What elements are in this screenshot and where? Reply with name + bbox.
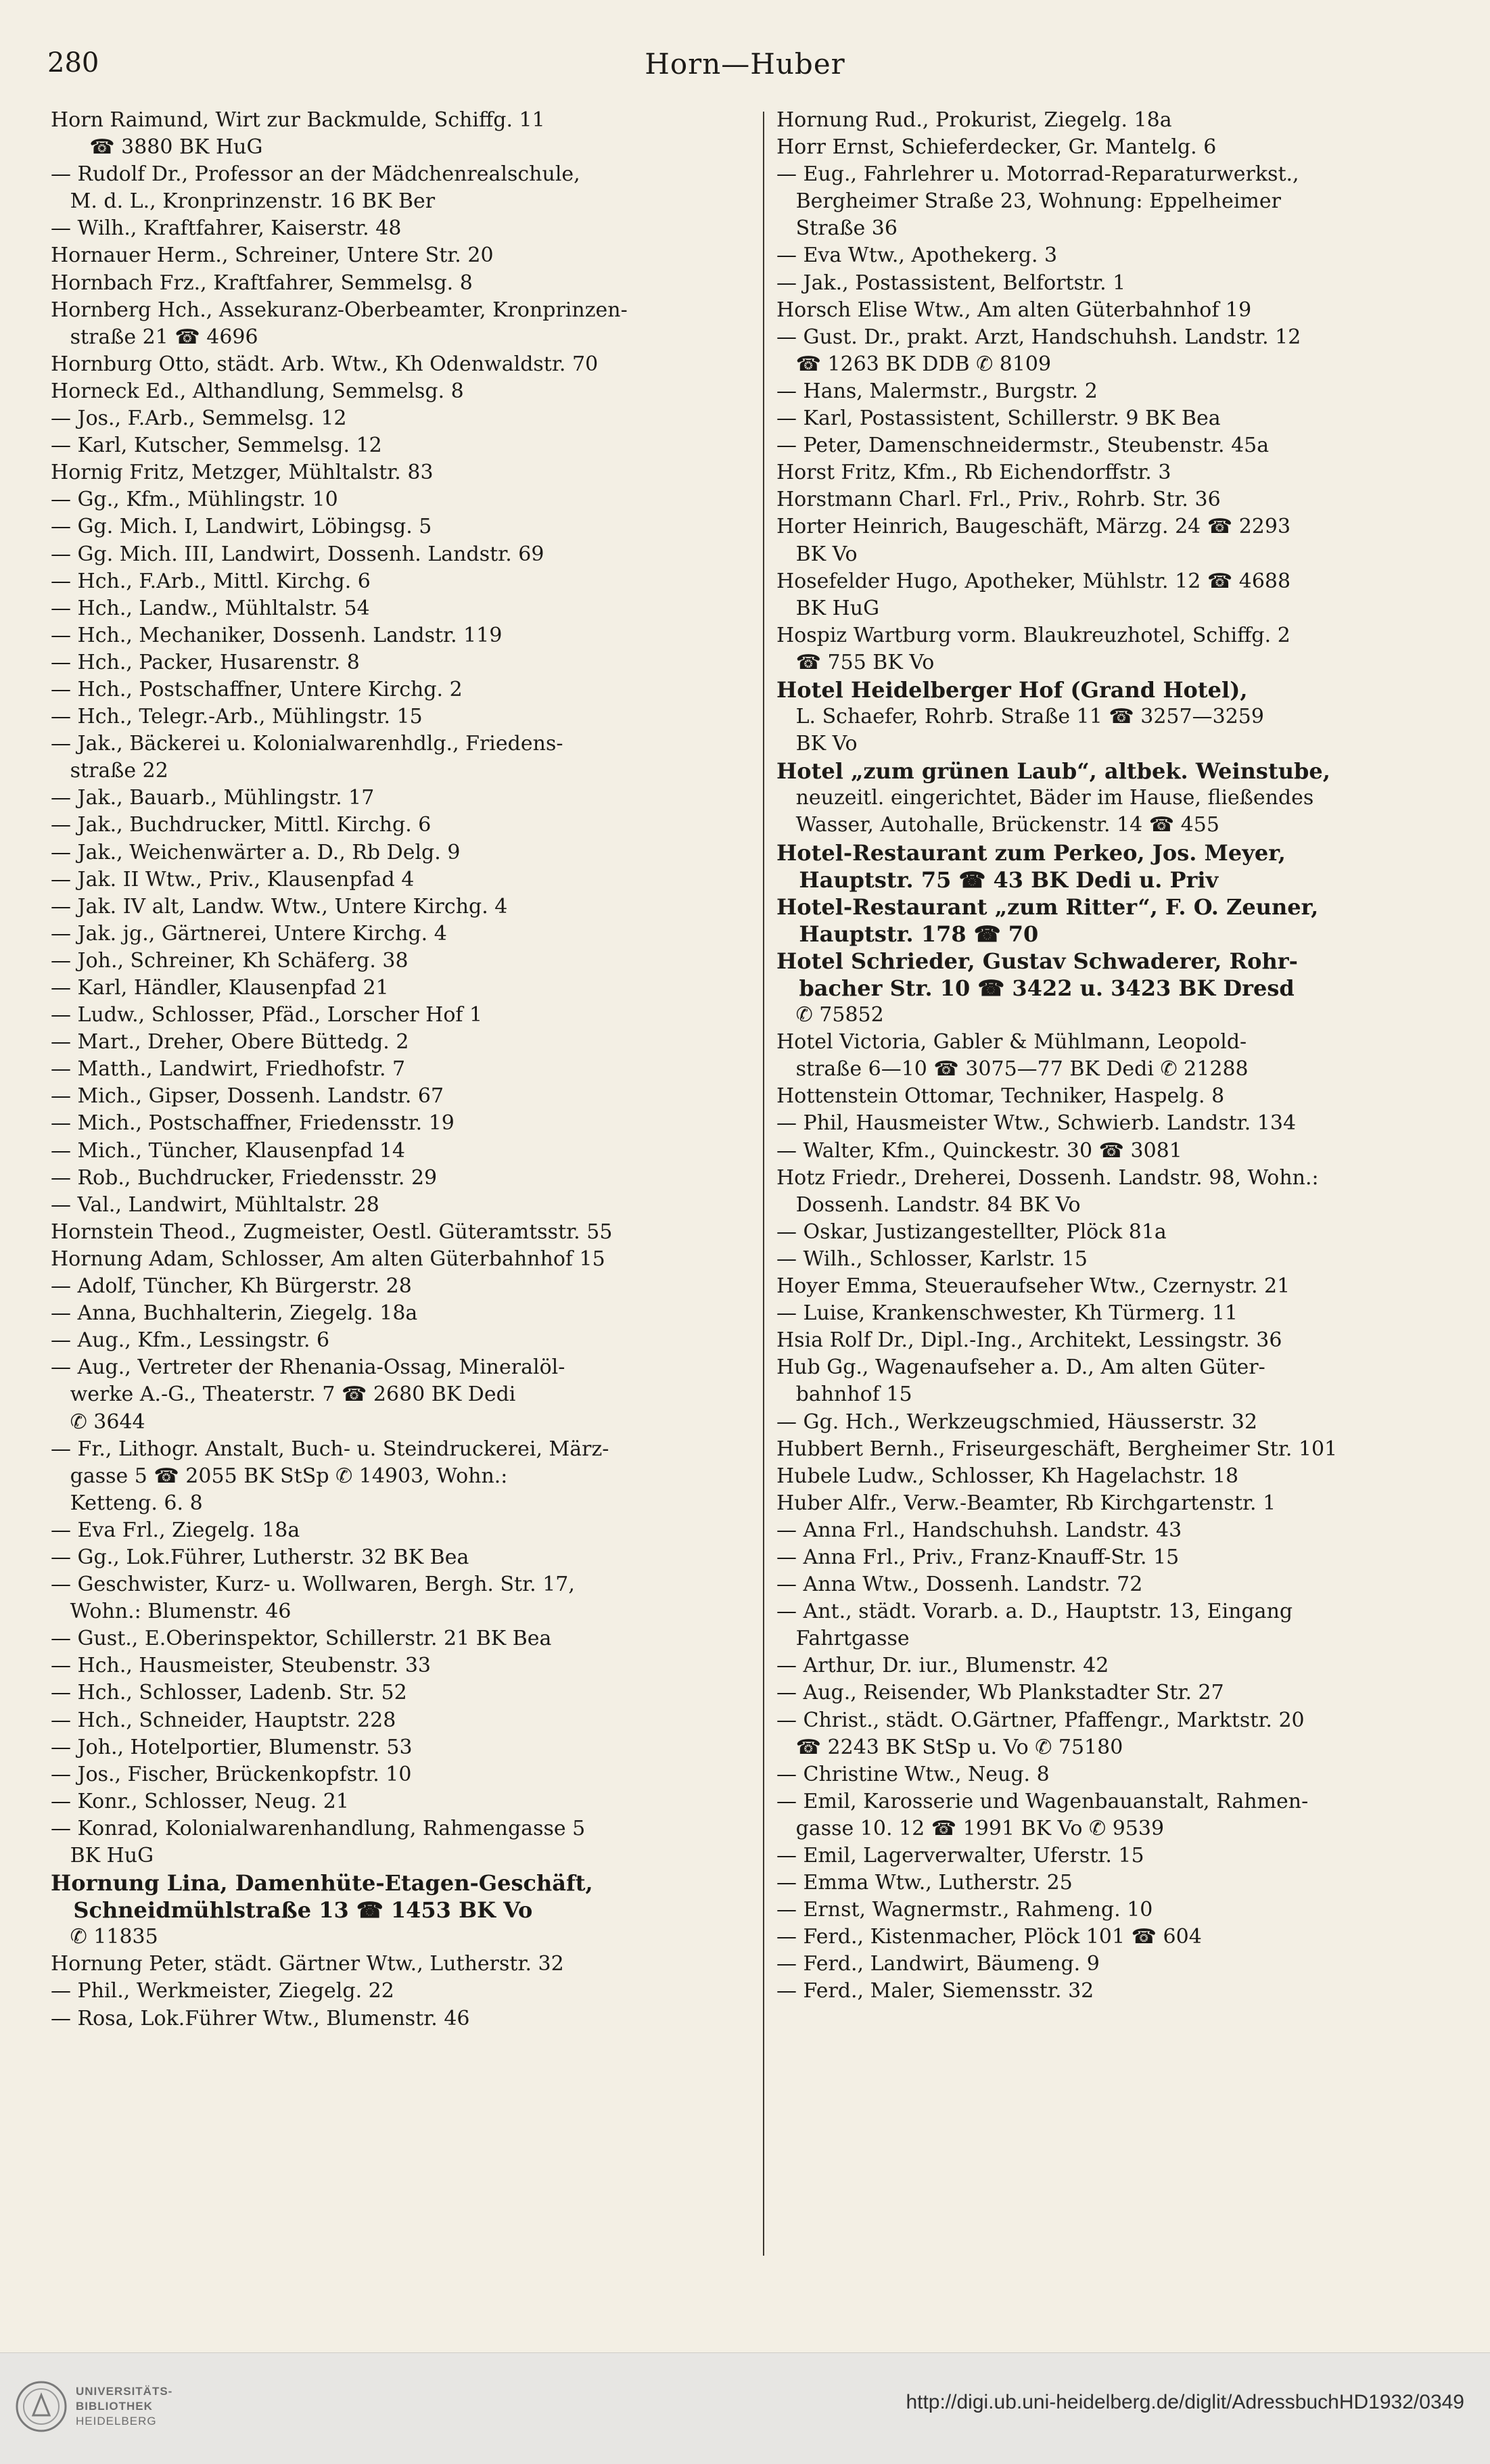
directory-entry: — Joh., Hotelportier, Blumenstr. 53 — [51, 1735, 413, 1759]
directory-entry: — Jak., Bauarb., Mühlingstr. 17 — [51, 786, 375, 810]
directory-entry: Hotel-Restaurant „zum Ritter“, F. O. Zeuner, — [776, 893, 1319, 920]
directory-entry: ☎ 3880 BK HuG — [51, 135, 263, 160]
directory-entry: Hotel-Restaurant zum Perkeo, Jos. Meyer, — [776, 839, 1286, 866]
directory-entry: — Hch., F.Arb., Mittl. Kirchg. 6 — [51, 569, 371, 593]
directory-entry: gasse 10. 12 ☎ 1991 BK Vo ✆ 9539 — [776, 1816, 1165, 1840]
directory-entry: — Hch., Schneider, Hauptstr. 228 — [51, 1708, 396, 1732]
directory-entry: — Gg. Hch., Werkzeugschmied, Häusserstr. 32 — [776, 1410, 1258, 1434]
directory-entry: Hotz Friedr., Dreherei, Dossenh. Landstr. 98, Wohn.: — [776, 1165, 1319, 1190]
directory-entry: — Aug., Vertreter der Rhenania-Ossag, Mineralöl- — [51, 1355, 565, 1380]
directory-entry: — Rosa, Lok.Führer Wtw., Blumenstr. 46 — [51, 2006, 470, 2030]
directory-entry: — Aug., Reisender, Wb Plankstadter Str. 27 — [776, 1681, 1224, 1705]
directory-entry: — Jak., Bäckerei u. Kolonialwarenhdlg., Friedens- — [51, 732, 563, 756]
directory-entry: — Eva Wtw., Apothekerg. 3 — [776, 243, 1058, 268]
directory-entry: Huber Alfr., Verw.-Beamter, Rb Kirchgartenstr. 1 — [776, 1491, 1276, 1515]
directory-entry: Hospiz Wartburg vorm. Blaukreuzhotel, Schiffg. 2 — [776, 623, 1290, 647]
directory-entry: Hub Gg., Wagenaufseher a. D., Am alten Güter- — [776, 1355, 1265, 1380]
directory-entry: — Mart., Dreher, Obere Büttedg. 2 — [51, 1030, 409, 1054]
directory-entry: — Jak. IV alt, Landw. Wtw., Untere Kirchg. 4 — [51, 894, 508, 919]
directory-entry: Horr Ernst, Schieferdecker, Gr. Mantelg. 6 — [776, 135, 1217, 160]
directory-entry: Hornberg Hch., Assekuranz-Oberbeamter, Kronprinzen- — [51, 298, 628, 322]
directory-entry: Hotel Victoria, Gabler & Mühlmann, Leopold- — [776, 1030, 1247, 1054]
page-number: 280 — [47, 47, 99, 78]
directory-entry: — Anna, Buchhalterin, Ziegelg. 18a — [51, 1301, 418, 1326]
directory-entry: — Mich., Tüncher, Klausenpfad 14 — [51, 1138, 406, 1163]
directory-entry: — Karl, Postassistent, Schillerstr. 9 BK Bea — [776, 406, 1221, 431]
directory-entry: — Christ., städt. O.Gärtner, Pfaffengr., Marktstr. 20 — [776, 1708, 1305, 1732]
directory-entry: — Gg., Lok.Führer, Lutherstr. 32 BK Bea — [51, 1545, 469, 1569]
directory-entry: — Hch., Postschaffner, Untere Kirchg. 2 — [51, 677, 463, 701]
directory-entry: — Jak., Weichenwärter a. D., Rb Delg. 9 — [51, 840, 461, 864]
directory-entry: — Peter, Damenschneidermstr., Steubenstr. 45a — [776, 434, 1270, 458]
directory-entry: bahnhof 15 — [776, 1382, 912, 1407]
directory-entry: Wohn.: Blumenstr. 46 — [51, 1600, 292, 1624]
directory-entry: — Emma Wtw., Lutherstr. 25 — [776, 1871, 1073, 1895]
directory-entry: — Hch., Schlosser, Ladenb. Str. 52 — [51, 1681, 407, 1705]
directory-entry: — Gust. Dr., prakt. Arzt, Handschuhsh. Landstr. 12 — [776, 325, 1301, 349]
directory-entry: ☎ 1263 BK DDB ✆ 8109 — [776, 352, 1052, 376]
directory-entry: — Hch., Mechaniker, Dossenh. Landstr. 119 — [51, 623, 503, 647]
directory-entry: — Anna Frl., Handschuhsh. Landstr. 43 — [776, 1518, 1182, 1542]
directory-entry: — Karl, Kutscher, Semmelsg. 12 — [51, 434, 382, 458]
directory-entry: — Jos., Fischer, Brückenkopfstr. 10 — [51, 1762, 412, 1786]
directory-entry: — Gg., Kfm., Mühlingstr. 10 — [51, 488, 338, 512]
directory-entry: — Konr., Schlosser, Neug. 21 — [51, 1789, 349, 1813]
directory-entry: — Hans, Malermstr., Burgstr. 2 — [776, 379, 1098, 403]
directory-entry: — Gg. Mich. I, Landwirt, Löbingsg. 5 — [51, 515, 432, 539]
directory-entry: Horn Raimund, Wirt zur Backmulde, Schiffg. 11 — [51, 108, 545, 132]
directory-entry: — Hch., Hausmeister, Steubenstr. 33 — [51, 1654, 432, 1678]
directory-entry: — Ant., städt. Vorarb. a. D., Hauptstr. 13, Eingang — [776, 1600, 1293, 1624]
directory-entry: — Ludw., Schlosser, Pfäd., Lorscher Hof 1 — [51, 1003, 483, 1027]
directory-entry: Dossenh. Landstr. 84 BK Vo — [776, 1192, 1081, 1217]
directory-entry: — Hch., Packer, Husarenstr. 8 — [51, 650, 360, 674]
directory-entry: — Gust., E.Oberinspektor, Schillerstr. 21 BK Bea — [51, 1627, 552, 1651]
directory-entry: — Walter, Kfm., Quinckestr. 30 ☎ 3081 — [776, 1138, 1182, 1163]
directory-entry: Hottenstein Ottomar, Techniker, Haspelg. 8 — [776, 1084, 1225, 1109]
directory-entry: Bergheimer Straße 23, Wohnung: Eppelheimer — [776, 189, 1281, 214]
directory-entry: ✆ 75852 — [776, 1003, 884, 1027]
left-column — [51, 107, 751, 2032]
directory-entry: L. Schaefer, Rohrb. Straße 11 ☎ 3257—3259 — [776, 705, 1264, 729]
directory-entry: — Rob., Buchdrucker, Friedensstr. 29 — [51, 1165, 438, 1190]
logo-line-1: UNIVERSITÄTS- — [76, 2385, 173, 2398]
directory-entry: Hornauer Herm., Schreiner, Untere Str. 20 — [51, 243, 494, 268]
directory-entry: straße 22 — [51, 759, 168, 783]
directory-entry: — Christine Wtw., Neug. 8 — [776, 1762, 1050, 1786]
directory-entry: Hoyer Emma, Steueraufseher Wtw., Czernystr. 21 — [776, 1274, 1290, 1299]
directory-entry: Hauptstr. 75 ☎ 43 BK Dedi u. Priv — [776, 866, 1219, 893]
directory-entry: — Hch., Landw., Mühltalstr. 54 — [51, 596, 370, 620]
directory-entry: Hornstein Theod., Zugmeister, Oestl. Güteramtsstr. 55 — [51, 1219, 613, 1244]
directory-entry: Schneidmühlstraße 13 ☎ 1453 BK Vo — [51, 1897, 533, 1924]
directory-entry: straße 6—10 ☎ 3075—77 BK Dedi ✆ 21288 — [776, 1057, 1249, 1082]
directory-entry: — Jak., Postassistent, Belfortstr. 1 — [776, 271, 1126, 295]
directory-entry: Hornung Adam, Schlosser, Am alten Güterbahnhof 15 — [51, 1247, 605, 1271]
directory-entry: — Phil., Werkmeister, Ziegelg. 22 — [51, 1979, 394, 2003]
directory-entry: Hornig Fritz, Metzger, Mühltalstr. 83 — [51, 461, 434, 485]
directory-entry: — Matth., Landwirt, Friedhofstr. 7 — [51, 1057, 406, 1082]
page-title: Horn—Huber — [645, 47, 845, 80]
directory-entry: — Ferd., Landwirt, Bäumeng. 9 — [776, 1952, 1100, 1976]
directory-entry: Hauptstr. 178 ☎ 70 — [776, 921, 1039, 947]
directory-entry: — Konrad, Kolonialwarenhandlung, Rahmengasse 5 — [51, 1816, 586, 1840]
directory-entry: M. d. L., Kronprinzenstr. 16 BK Ber — [51, 189, 436, 214]
directory-entry: — Eug., Fahrlehrer u. Motorrad-Reparaturwerkst., — [776, 162, 1299, 187]
directory-entry: Hubele Ludw., Schlosser, Kh Hagelachstr. 18 — [776, 1464, 1239, 1488]
directory-entry: — Fr., Lithogr. Anstalt, Buch- u. Steindruckerei, März- — [51, 1437, 609, 1461]
directory-entry: Hotel „zum grünen Laub“, altbek. Weinstube, — [776, 758, 1330, 785]
logo-line-2: BIBLIOTHEK — [76, 2400, 153, 2413]
directory-entry: Hornung Rud., Prokurist, Ziegelg. 18a — [776, 108, 1172, 132]
directory-entry: Hotel Heidelberger Hof (Grand Hotel), — [776, 676, 1248, 703]
source-url[interactable]: http://digi.ub.uni-heidelberg.de/diglit/AdressbuchHD1932/0349 — [906, 2391, 1464, 2413]
directory-entry: — Hch., Telegr.-Arb., Mühlingstr. 15 — [51, 705, 423, 729]
directory-entry: — Wilh., Kraftfahrer, Kaiserstr. 48 — [51, 216, 402, 241]
directory-entry: BK Vo — [776, 732, 858, 756]
directory-entry: — Anna Frl., Priv., Franz-Knauff-Str. 15 — [776, 1545, 1180, 1569]
directory-entry: BK Vo — [776, 542, 858, 566]
directory-entry: Fahrtgasse — [776, 1627, 910, 1651]
directory-entry: — Ernst, Wagnermstr., Rahmeng. 10 — [776, 1898, 1153, 1922]
directory-entry: Hornbach Frz., Kraftfahrer, Semmelsg. 8 — [51, 271, 473, 295]
directory-entry: — Adolf, Tüncher, Kh Bürgerstr. 28 — [51, 1274, 412, 1299]
directory-entry: — Geschwister, Kurz- u. Wollwaren, Bergh. Str. 17, — [51, 1573, 575, 1597]
directory-entry: gasse 5 ☎ 2055 BK StSp ✆ 14903, Wohn.: — [51, 1464, 508, 1488]
directory-entry: Hosefelder Hugo, Apotheker, Mühlstr. 12 ☎ 4688 — [776, 569, 1291, 593]
directory-entry: Ketteng. 6. 8 — [51, 1491, 203, 1515]
directory-entry: BK HuG — [51, 1844, 154, 1867]
logo-line-3: HEIDELBERG — [76, 2415, 157, 2427]
directory-entry: — Ferd., Kistenmacher, Plöck 101 ☎ 604 — [776, 1925, 1202, 1949]
directory-entry: — Wilh., Schlosser, Karlstr. 15 — [776, 1247, 1088, 1271]
directory-entry: Hornung Lina, Damenhüte-Etagen-Geschäft, — [51, 1870, 593, 1897]
directory-entry: — Rudolf Dr., Professor an der Mädchenrealschule, — [51, 162, 580, 187]
directory-entry: — Arthur, Dr. iur., Blumenstr. 42 — [776, 1654, 1109, 1678]
directory-entry: — Mich., Postschaffner, Friedensstr. 19 — [51, 1111, 455, 1136]
directory-entry: — Val., Landwirt, Mühltalstr. 28 — [51, 1192, 379, 1217]
directory-entry: Horsch Elise Wtw., Am alten Güterbahnhof 19 — [776, 298, 1252, 322]
directory-entry: ✆ 3644 — [51, 1410, 145, 1434]
directory-entry: — Anna Wtw., Dossenh. Landstr. 72 — [776, 1573, 1143, 1597]
footer-bar — [0, 2352, 1490, 2464]
directory-entry: Hornburg Otto, städt. Arb. Wtw., Kh Odenwaldstr. 70 — [51, 352, 599, 376]
library-logo-text — [76, 2384, 172, 2429]
directory-entry: Horter Heinrich, Baugeschäft, Märzg. 24 ☎ 2293 — [776, 515, 1291, 539]
directory-entry: — Jos., F.Arb., Semmelsg. 12 — [51, 406, 347, 431]
directory-entry: — Oskar, Justizangestellter, Plöck 81a — [776, 1219, 1167, 1244]
directory-entry: BK HuG — [776, 596, 880, 620]
library-seal-icon — [15, 2380, 68, 2433]
directory-entry: Hubbert Bernh., Friseurgeschäft, Bergheimer Str. 101 — [776, 1437, 1338, 1461]
directory-entry: Horneck Ed., Althandlung, Semmelsg. 8 — [51, 379, 464, 403]
directory-entry: — Jak. jg., Gärtnerei, Untere Kirchg. 4 — [51, 921, 447, 946]
directory-entry: — Emil, Lagerverwalter, Uferstr. 15 — [776, 1844, 1144, 1867]
directory-entry: werke A.-G., Theaterstr. 7 ☎ 2680 BK Dedi — [51, 1382, 516, 1407]
directory-entry: — Phil, Hausmeister Wtw., Schwierb. Landstr. 134 — [776, 1111, 1297, 1136]
directory-entry: — Emil, Karosserie und Wagenbauanstalt, Rahmen- — [776, 1789, 1309, 1813]
directory-entry: — Eva Frl., Ziegelg. 18a — [51, 1518, 300, 1542]
directory-entry: — Karl, Händler, Klausenpfad 21 — [51, 976, 389, 1000]
directory-entry: — Aug., Kfm., Lessingstr. 6 — [51, 1328, 330, 1353]
directory-entry: — Joh., Schreiner, Kh Schäferg. 38 — [51, 948, 409, 973]
directory-entry: bacher Str. 10 ☎ 3422 u. 3423 BK Dresd — [776, 975, 1295, 1001]
directory-entry: — Jak. II Wtw., Priv., Klausenpfad 4 — [51, 867, 415, 891]
directory-entry: — Luise, Krankenschwester, Kh Türmerg. 11 — [776, 1301, 1238, 1326]
directory-entry: ☎ 2243 BK StSp u. Vo ✆ 75180 — [776, 1735, 1123, 1759]
directory-entry: Hornung Peter, städt. Gärtner Wtw., Lutherstr. 32 — [51, 1952, 564, 1976]
directory-entry: Horstmann Charl. Frl., Priv., Rohrb. Str. 36 — [776, 488, 1221, 512]
directory-entry: — Gg. Mich. III, Landwirt, Dossenh. Landstr. 69 — [51, 542, 544, 566]
directory-entry: Hsia Rolf Dr., Dipl.-Ing., Architekt, Lessingstr. 36 — [776, 1328, 1282, 1353]
directory-entry: ✆ 11835 — [51, 1925, 158, 1949]
directory-entry: Hotel Schrieder, Gustav Schwaderer, Rohr- — [776, 948, 1298, 974]
directory-entry: neuzeitl. eingerichtet, Bäder im Hause, fließendes — [776, 786, 1314, 810]
directory-entry: — Mich., Gipser, Dossenh. Landstr. 67 — [51, 1084, 444, 1109]
directory-entry: straße 21 ☎ 4696 — [51, 325, 258, 349]
column-divider — [763, 112, 764, 2256]
directory-entry: Horst Fritz, Kfm., Rb Eichendorffstr. 3 — [776, 461, 1171, 485]
page-header — [47, 47, 1443, 95]
directory-entry: Wasser, Autohalle, Brückenstr. 14 ☎ 455 — [776, 813, 1219, 837]
directory-entry: — Ferd., Maler, Siemensstr. 32 — [776, 1979, 1094, 2003]
directory-entry: — Jak., Buchdrucker, Mittl. Kirchg. 6 — [51, 813, 432, 837]
right-column — [776, 107, 1476, 2005]
directory-entry: Straße 36 — [776, 216, 898, 241]
directory-entry: ☎ 755 BK Vo — [776, 650, 935, 674]
